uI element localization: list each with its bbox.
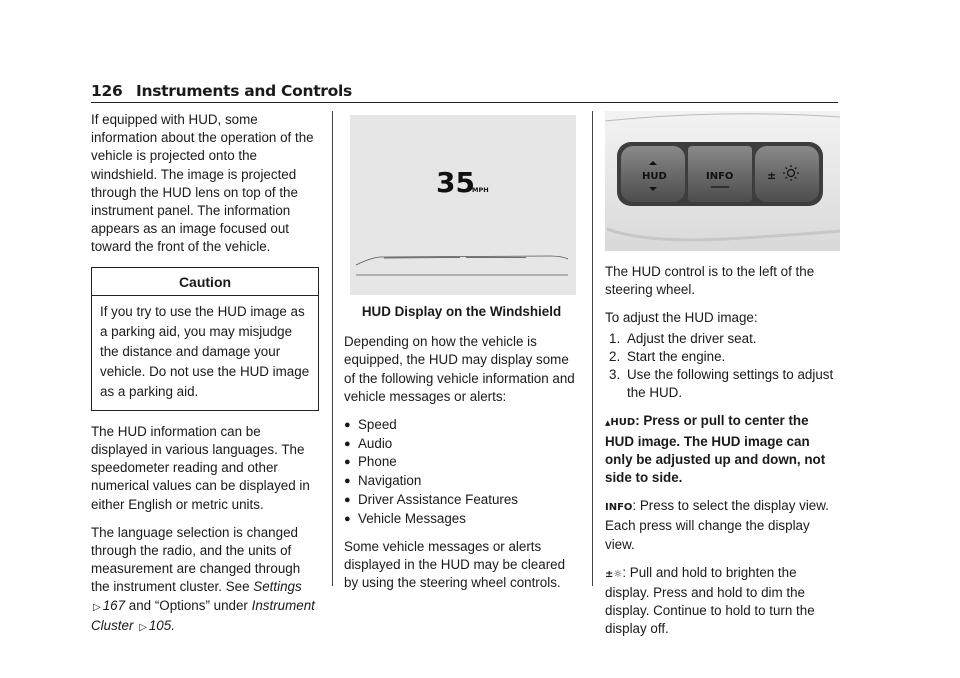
hud-display-intro: Depending on how the vehicle is equipped, the HUD may display some of the following vehicle information and vehicle messages or alerts: (344, 334, 575, 404)
info-icon: INFO (605, 502, 633, 514)
list-item: ● Driver Assistance Features (344, 491, 579, 509)
hud-speed-unit: MPH (472, 186, 489, 194)
info-control-desc: INFO: Press to select the display view. Each press will change the display view. (605, 498, 829, 552)
caution-title: Caution (92, 268, 318, 296)
instrument-cluster-page-ref[interactable]: 105. (148, 617, 175, 633)
hud-speed-value: 35 (436, 166, 475, 199)
bullet-icon: ● (344, 493, 351, 506)
bullet-icon: ● (344, 456, 351, 469)
list-item: 1. Adjust the driver seat. (609, 330, 757, 346)
caution-body: If you try to use the HUD image as a parking aid, you may misjudge the distance and damage your vehicle. Do not use the HUD image as a parking aid. (100, 303, 310, 399)
column-divider-2 (592, 111, 593, 586)
section-title: Instruments and Controls (136, 82, 352, 100)
list-item: ● Phone (344, 453, 579, 471)
hud-button-label: HUD (642, 171, 667, 182)
page-header (91, 80, 838, 103)
column-3 (605, 111, 840, 649)
figure-caption: HUD Display on the Windshield (361, 304, 562, 319)
list-item: 3. Use the following settings to adjust the HUD. (609, 367, 834, 401)
hud-control-location: The HUD control is to the left of the steering wheel. (605, 264, 815, 298)
page-ref-arrow-icon: ▷ (93, 601, 101, 613)
bullet-icon: ● (344, 475, 351, 488)
column-divider-1 (332, 111, 333, 586)
hud-windshield-figure (350, 115, 576, 295)
caution-box (91, 267, 319, 411)
clear-messages-paragraph: Some vehicle messages or alerts displayed in the HUD may be cleared by using the steering wheel controls. (344, 538, 566, 591)
list-item: ● Vehicle Messages (344, 510, 579, 528)
brightness-button (755, 146, 819, 202)
brightness-control-desc: ±☼: Pull and hold to brighten the display. Press and hold to dim the display. Continue to hold to turn the display off. (605, 564, 815, 637)
instrument-cluster-link[interactable]: Instrument Cluster (91, 597, 315, 633)
brightness-icon: ±☼ (605, 568, 623, 580)
language-selection-paragraph: The language selection is changed through the radio, and the units of measurement are changed through the instrument cluster. See Settings ▷ 167 and “Options” under Instrument Cluster ▷ 105. (91, 524, 315, 633)
adjust-steps-list (605, 330, 840, 403)
adjust-intro: To adjust the HUD image: (605, 310, 758, 326)
hud-control-desc: ▲HUD: Press or pull to center the HUD image. The HUD image can only be adjusted up and down, not side to side. (605, 413, 826, 486)
page-ref-arrow-icon: ▷ (139, 621, 147, 633)
info-button-label: INFO (706, 171, 734, 182)
hud-updown-icon: ▲HUD (605, 417, 636, 429)
column-1 (91, 111, 319, 647)
bullet-icon: ● (344, 437, 351, 450)
bullet-icon: ● (344, 419, 351, 432)
page-number: 126 (91, 82, 123, 100)
hud-windshield-illustration (350, 115, 576, 295)
settings-page-ref[interactable]: 167 (102, 597, 126, 613)
list-item: ● Speed (344, 416, 579, 434)
hud-intro-paragraph: If equipped with HUD, some information about the operation of the vehicle is projected onto the windshield. The image is projected through the HUD lens on top of the instrument panel. The information appears as an image focused out toward the front of the vehicle. (91, 112, 314, 255)
list-item: ● Audio (344, 435, 579, 453)
hud-info-list (344, 416, 579, 528)
languages-paragraph: The HUD information can be displayed in various languages. The speedometer reading and other numerical values can be displayed in either English or metric units. (91, 423, 310, 512)
bullet-icon: ● (344, 512, 351, 525)
list-item: ● Navigation (344, 472, 579, 490)
column-2 (344, 111, 579, 602)
hud-control-buttons-illustration (605, 111, 840, 251)
svg-text:±: ± (767, 169, 777, 182)
settings-link[interactable]: Settings (253, 579, 302, 595)
list-item: 2. Start the engine. (609, 348, 726, 364)
hud-controls-figure (605, 111, 840, 251)
